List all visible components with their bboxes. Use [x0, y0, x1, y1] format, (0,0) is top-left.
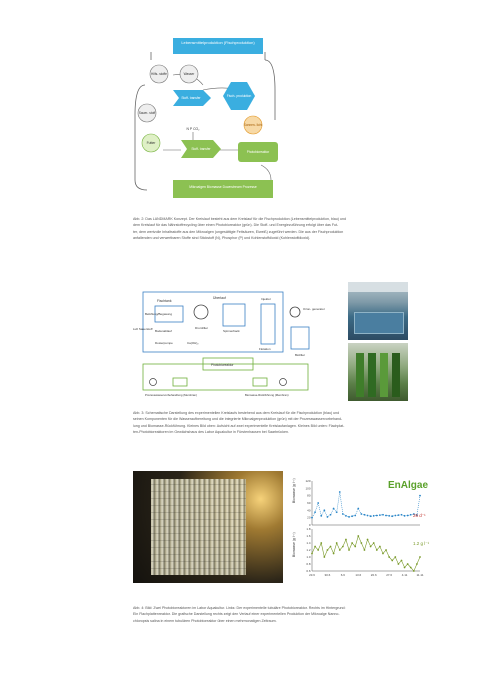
photo-flatplate-reactors	[348, 343, 408, 401]
series-line	[312, 492, 420, 518]
data-point	[382, 553, 384, 555]
caption-line: seinen Komponenten für die Wasseraufbereitung und die integrierte Mikroalgenproduktion (grün) mit der Prozesswasservorbehand-	[133, 417, 343, 422]
figure-2-diagram	[133, 30, 283, 210]
figure-3-schematic	[133, 282, 345, 400]
data-point	[419, 495, 421, 497]
x-tick-label: 6.6	[340, 573, 345, 577]
schematic-svg	[133, 282, 345, 400]
y-tick-label: 60	[307, 501, 311, 505]
data-point	[314, 546, 316, 548]
wasser-label: Wasser	[183, 72, 195, 76]
data-point	[342, 513, 344, 515]
ylabel-bottom: Biomasse (g l⁻¹)	[292, 532, 296, 557]
x-tick-label: 11.11	[416, 573, 424, 577]
data-point	[410, 514, 412, 516]
data-point	[354, 515, 356, 517]
data-point	[401, 514, 403, 516]
data-point	[360, 542, 362, 544]
y-tick-label: 1.2	[306, 548, 311, 552]
futter-label: Futter	[146, 141, 156, 145]
data-point	[314, 511, 316, 513]
data-point	[342, 546, 344, 548]
data-point	[351, 542, 353, 544]
data-point	[345, 515, 347, 517]
data-point	[373, 515, 375, 517]
data-point	[311, 517, 313, 519]
data-point	[391, 515, 393, 517]
data-point	[382, 514, 384, 516]
data-point	[367, 515, 369, 517]
data-point	[404, 515, 406, 517]
y-tick-label: 0.8	[306, 562, 311, 566]
caption-line: anfallenden und verwertbaren Stoffe sind Stickstoff (N), Phosphor (P) und Kohlenstoffdioxid (Kohlenstoffdioxid).	[133, 235, 311, 240]
series-line	[312, 536, 420, 571]
biofilter-label: Biofilter	[295, 353, 306, 357]
biomass-chart-svg	[290, 471, 440, 583]
y-tick-label: 1.6	[306, 534, 311, 538]
data-point	[330, 514, 332, 516]
enalgae-logo: EnAlgae	[388, 480, 429, 491]
data-point	[373, 542, 375, 544]
y-tick-label: 0.6	[306, 569, 311, 573]
ueberlauf-label: Überlauf	[213, 296, 226, 300]
y-tick-label: 40	[307, 508, 311, 513]
y-tick-label: 1.8	[306, 527, 311, 531]
y-tick-label: 20	[307, 515, 311, 520]
ylabel-top: Biomasse (g l⁻¹)	[292, 478, 296, 503]
photo-photobioreactors	[133, 471, 283, 583]
data-point	[370, 515, 372, 517]
fischtank-label: Fischtank	[157, 299, 172, 303]
data-point	[320, 542, 322, 544]
flotation-label: Flotation	[259, 347, 271, 351]
data-point	[323, 556, 325, 558]
data-point	[348, 549, 350, 551]
data-point	[388, 556, 390, 558]
stofftransfer-1-label: Stoff- transfer	[181, 96, 201, 100]
caption-line: dem Kreislauf für das Nährstoffrecycling über einen Photobioreaktor (grün). Die Stoff- und Energiezuführung erfolgt über das Fut-	[133, 223, 339, 228]
data-point	[416, 563, 418, 565]
data-point	[407, 515, 409, 517]
data-point	[376, 549, 378, 551]
data-point	[339, 549, 341, 551]
data-point	[376, 515, 378, 517]
x-tick-label: 23.6	[309, 573, 315, 577]
data-point	[357, 535, 359, 537]
data-point	[385, 515, 387, 517]
data-point	[317, 549, 319, 551]
injektor-label: Injektor	[261, 297, 271, 301]
data-point	[367, 539, 369, 541]
data-point	[370, 546, 372, 548]
data-point	[345, 539, 347, 541]
figure-4-caption	[133, 605, 443, 624]
caption-line: Abb. 2: Das LANDMARK Konzept. Der Kreislauf besteht aus dem Kreislauf für die Fischproduktion (Lebensmittelproduktion, blau) und	[133, 217, 346, 221]
figure-4-chart	[290, 471, 440, 583]
rate-top: 26 d⁻¹	[413, 513, 426, 518]
data-point	[407, 563, 409, 565]
caption-line: Abb. 3: Schematische Darstellung des experimentellen Kreislaufs bestehend aus dem Kreislauf für die Fischproduktion (blau) und	[133, 411, 340, 415]
fish-production-label: Lebensmittelproduktion (Fischproduktion)	[181, 40, 255, 45]
rate-bottom: 1.2 g l⁻¹	[413, 541, 430, 546]
data-point	[398, 514, 400, 516]
photobioreaktor-label: Photobioreaktor	[246, 150, 270, 154]
y-tick-label: 120	[305, 479, 311, 483]
data-point	[391, 560, 393, 562]
x-tick-label: 4.11	[401, 573, 408, 577]
data-point	[394, 515, 396, 517]
data-point	[419, 556, 421, 558]
caption-line: Ein Flachplattenreaktor. Die grafische Darstellung rechts zeigt den Verlauf einer experimentellen Produktion der Mikroalge Nanno-	[133, 612, 340, 617]
caption-line: ten-Photobioreaktoren im Gewächshaus des Labor Aquakultur in Fürstenhausen bei Saarbrücken.	[133, 429, 290, 434]
data-point	[327, 549, 329, 551]
sonnenlicht-label: Sonnen- licht	[243, 123, 263, 127]
y-tick-label: 80	[307, 493, 311, 498]
data-point	[320, 515, 322, 517]
stofftransfer-2-label: Stoff- transfer	[191, 147, 211, 151]
downstream-label: Mikroalgen Biomasse Downstream Prozesse	[189, 185, 257, 189]
data-point	[333, 553, 335, 555]
beluftung-label: Belüftung/Begasung	[145, 312, 173, 316]
luft-label: Luft Sauerstoff	[133, 327, 153, 331]
data-point	[330, 546, 332, 548]
photo-aquaculture-tanks	[348, 282, 408, 340]
sauerstoff-label: Sauer- stoff	[138, 111, 156, 115]
data-point	[339, 491, 341, 493]
data-point	[311, 553, 313, 555]
ozon-label: Ozon- generator	[303, 307, 325, 311]
prozesswasser-label: Prozesswasservorbehandlung (Membran)	[145, 393, 197, 397]
data-point	[351, 515, 353, 517]
x-tick-label: 13.6	[355, 573, 362, 577]
biomasse-label: Biomasse-Rückführung (Membran)	[245, 393, 289, 397]
y-tick-label: 1.0	[306, 555, 311, 559]
data-point	[360, 513, 362, 515]
landmark-concept-svg	[133, 30, 283, 210]
data-point	[398, 563, 400, 565]
data-point	[404, 567, 406, 569]
x-tick-label: 27.6	[386, 573, 393, 577]
data-point	[410, 567, 412, 569]
x-tick-label: 30.6	[324, 573, 331, 577]
data-point	[413, 570, 415, 572]
npco2-label: N P CO₂	[186, 127, 200, 131]
dosierpumpe-label: Dosierpumpe	[155, 341, 173, 345]
data-point	[394, 556, 396, 558]
bodenablauf-label: Bodenablauf	[155, 329, 172, 333]
downstream-bar	[173, 180, 273, 198]
caption-line: lung und Biomasse-Rückführung. Kleines Bild oben: Aufsicht auf zwei experimentelle Kreislaufanlagen. Kleines Bild unten: Flachplat-	[133, 423, 345, 428]
data-point	[348, 516, 350, 518]
data-point	[317, 502, 319, 504]
data-point	[401, 560, 403, 562]
data-point	[333, 508, 335, 510]
caption-line: Abb. 4: Bild: Zwei Photobioreaktoren im Labor Aquakultur. Links: Der experimentelle tubuläre Photobioreaktor. Rechts im Hintergrund:	[133, 606, 346, 610]
data-point	[327, 516, 329, 518]
y-tick-label: 0	[308, 523, 311, 527]
fischproduktion-label: Fisch- produktion	[226, 94, 252, 98]
caption-line: ter, dem wertvolle Inhaltsstoffe aus den Mikroalgen (ungesättigte Fettsäuren, Eiweiß) zugeführt werden. Die aus der Fischproduktion	[133, 229, 344, 234]
data-point	[354, 546, 356, 548]
pbr-label: Photobioreaktor	[211, 363, 234, 367]
drumfilter-label: Drumfilter	[195, 326, 209, 330]
data-point	[336, 511, 338, 513]
data-point	[388, 515, 390, 517]
data-point	[323, 509, 325, 511]
y-tick-label: 1.4	[306, 541, 311, 545]
caoh-label: Ca(OH)₂	[187, 341, 199, 345]
data-point	[364, 549, 366, 551]
data-point	[364, 514, 366, 516]
data-point	[379, 514, 381, 516]
spinnerback-label: Spinnerback	[223, 329, 240, 333]
figure-2-caption	[133, 216, 443, 241]
figure-3-caption	[133, 410, 443, 435]
data-point	[379, 546, 381, 548]
caption-line: chloropsis salina in einem tubulären Photobioreaktor über einen mehrmonatigen Zeitraum.	[133, 618, 277, 623]
data-point	[385, 549, 387, 551]
y-tick-label: 100	[305, 486, 311, 491]
hilfsstoffe-label: Hilfs- stoffe	[151, 72, 167, 76]
loop-line-right	[265, 60, 275, 120]
x-tick-label: 20.6	[370, 573, 377, 577]
data-point	[357, 508, 359, 510]
data-point	[336, 542, 338, 544]
